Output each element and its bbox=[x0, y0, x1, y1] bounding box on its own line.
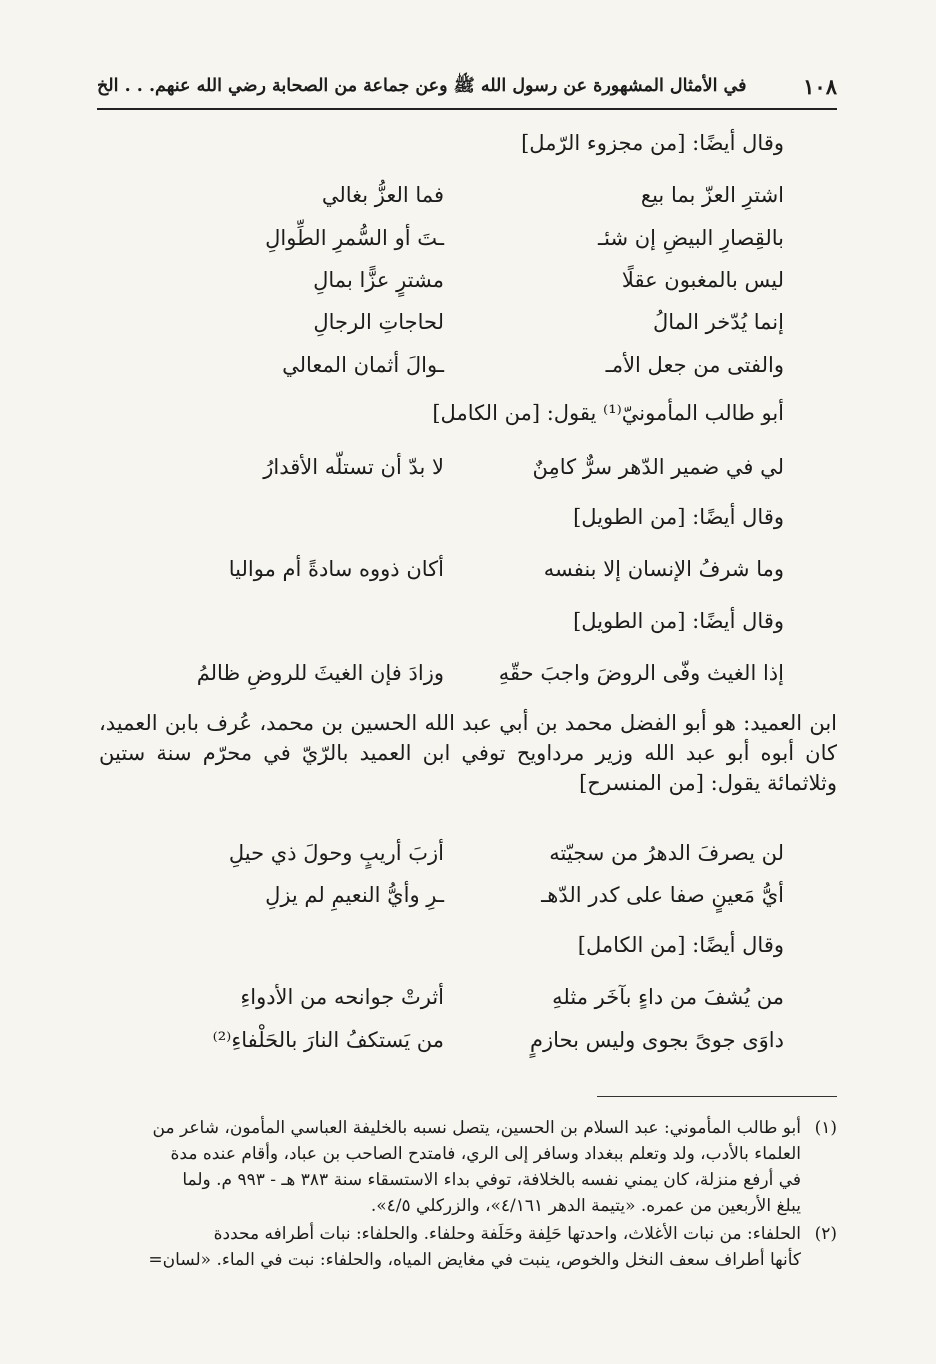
verse-right-hemistich: لي في ضمير الدّهر سرٌّ كامِنٌ bbox=[532, 455, 784, 479]
verse-right-hemistich: بالقِصارِ البيضِ إن شئـ bbox=[597, 226, 784, 250]
verse-left-hemistich: أثرتْ جوانحه من الأدواءِ bbox=[240, 985, 444, 1009]
running-title: في الأمثال المشهورة عن رسول الله ﷺ وعن جماعة من الصحابة رضي الله عنهم. . . الخ bbox=[97, 76, 747, 96]
verse-intro: وقال أيضًا: [من الطويل] bbox=[573, 505, 784, 529]
verse-left-hemistich: ـتَ أو السُّمرِ الطِّوالِ bbox=[265, 226, 444, 250]
page-number: ١٠٨ bbox=[803, 74, 837, 99]
footnote-line: في أرفع منزلة، كان يمني نفسه بالخلافة، توفي بداء الاستسقاء سنة ٣٨٣ هـ - ٩٩٣ م. ولما bbox=[182, 1170, 801, 1190]
verse-left-hemistich: أزبَ أريبٍ وحولَ ذي حيلِ bbox=[228, 841, 444, 865]
verse-left-hemistich: وزادَ فإن الغيثَ للروضِ ظالمُ bbox=[196, 661, 444, 685]
footnote-line: العلماء بالأدب، ولد وتعلم ببغداد وسافر إلى الري، فامتدح الصاحب بن عباد، وأقام عنده مدة bbox=[170, 1144, 801, 1164]
verse-right-hemistich: أيُّ مَعينٍ صفا على كدر الدّهـ bbox=[541, 883, 784, 907]
verse-left-hemistich: أكان ذووه سادةً أم مواليا bbox=[228, 557, 444, 581]
verse-right-hemistich: داوَى جوىً بجوى وليس بحازمٍ bbox=[529, 1028, 784, 1052]
footnote-rule bbox=[597, 1096, 837, 1097]
verse-left-hemistich: مشترٍ عزًّا بمالِ bbox=[313, 268, 444, 292]
verse-right-hemistich: والفتى من جعل الأمـ bbox=[605, 353, 784, 377]
page-header bbox=[97, 74, 837, 106]
footnote-line: الحلفاء: من نبات الأغلاث، واحدتها حَلِفة وحَلَفة وحلفاء. والحلفاء: نبات أطرافه محددة bbox=[213, 1224, 801, 1244]
verse-intro: وقال أيضًا: [من الطويل] bbox=[573, 609, 784, 633]
verse-left-hemistich: ـوالَ أثمان المعالي bbox=[282, 353, 444, 377]
verse-right-hemistich: من يُشفَ من داءٍ بآخَر مثلهِ bbox=[552, 985, 784, 1009]
verse-right-hemistich: إنما يُدّخر المالُ bbox=[652, 310, 784, 334]
verse-intro: وقال أيضًا: [من مجزوء الرّمل] bbox=[521, 131, 784, 155]
header-rule bbox=[97, 108, 837, 110]
verse-intro: أبو طالب المأمونيّ⁽¹⁾ يقول: [من الكامل] bbox=[432, 401, 784, 425]
verse-right-hemistich: ليس بالمغبون عقلًا bbox=[621, 268, 784, 292]
verse-left-hemistich: لا بدّ أن تستلّه الأقدارُ bbox=[263, 455, 444, 479]
verse-right-hemistich: لن يصرفَ الدهرُ من سجيّته bbox=[549, 841, 784, 865]
verse-left-hemistich: من يَستكفُ النارَ بالحَلْفاءِ⁽²⁾ bbox=[212, 1028, 444, 1052]
verse-right-hemistich: إذا الغيث وفّى الروضَ واجبَ حقّهِ bbox=[498, 661, 784, 685]
footnote-line: أبو طالب المأموني: عبد السلام بن الحسين، يتصل نسبه بالخليفة العباسي المأمون، شاعر من bbox=[152, 1118, 801, 1138]
footnote-line: كأنها أطراف سعف النخل والخوص، ينبت في مغايض المياه، والحلفاء: نبت في الماء. «لسان= bbox=[148, 1250, 801, 1270]
prose-paragraph: ابن العميد: هو أبو الفضل محمد بن أبي عبد الله الحسين بن محمد، عُرف بابن العميد، كان أبوه أبو عبد الله وزير مرداويح توفي ابن العميد بالرّيّ في محرّم سنة ستين وثلاثمائة يقول: [من المنسرح] bbox=[99, 711, 837, 795]
verse-right-hemistich: اشترِ العزّ بما بيع bbox=[640, 183, 784, 207]
verse-left-hemistich: فما العزُّ بغالي bbox=[321, 183, 444, 207]
footnote-number: (١) bbox=[814, 1118, 837, 1138]
verse-right-hemistich: وما شرفُ الإنسان إلا بنفسه bbox=[543, 557, 784, 581]
verse-left-hemistich: لحاجاتِ الرجالِ bbox=[313, 310, 444, 334]
verse-left-hemistich: ـرِ وأيُّ النعيمِ لم يزلِ bbox=[265, 883, 444, 907]
verse-intro: وقال أيضًا: [من الكامل] bbox=[577, 933, 784, 957]
footnote-number: (٢) bbox=[814, 1224, 837, 1244]
footnote-line: يبلغ الأربعين من عمره. «يتيمة الدهر ٤/١٦١»، والزركلي ٤/٥». bbox=[370, 1196, 801, 1216]
